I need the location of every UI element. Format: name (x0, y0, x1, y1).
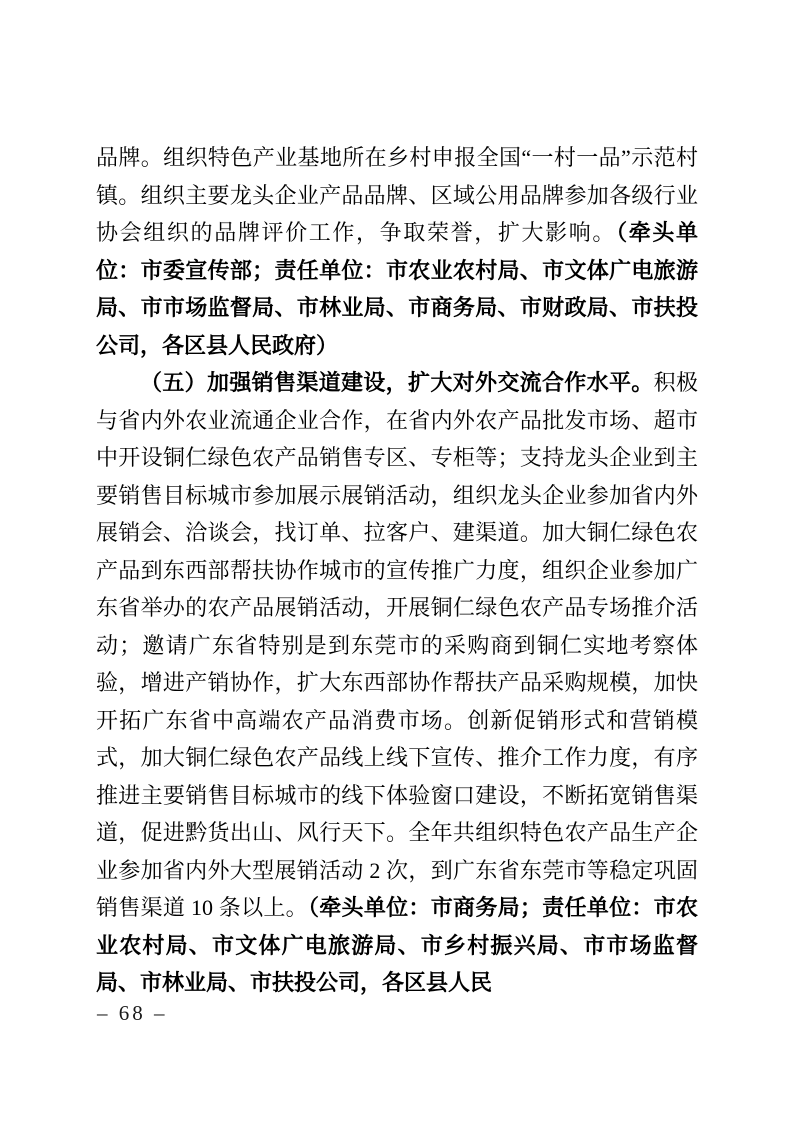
paragraph-brand-promotion-continuation (96, 139, 698, 364)
document-page (96, 139, 698, 1002)
paragraph-section-five-sales-channels (96, 364, 698, 1002)
responsible-units-segment: （牵头单位：市委宣传部；责任单位：市农业农村局、市文体广电旅游局、市市场监督局、市林业局、市商务局、市财政局、市扶投公司，各区县人民政府） (96, 220, 698, 358)
body-text-segment: 品牌。组织特色产业基地所在乡村申报全国“一村一品”示范村镇。组织主要龙头企业产品品牌、区域公用品牌参加各级行业协会组织的品牌评价工作，争取荣誉，扩大影响。 (96, 145, 698, 245)
section-heading-segment: （五）加强销售渠道建设，扩大对外交流合作水平。 (140, 370, 654, 395)
body-text-segment: 积极与省内外农业流通企业合作，在省内外农产品批发市场、超市中开设铜仁绿色农产品销售专区、专柜等；支持龙头企业到主要销售目标城市参加展示展销活动，组织龙头企业参加省内外展销会、洽谈会，找订单、拉客户、建渠道。加大铜仁绿色农产品到东西部帮扶协作城市的宣传推广力度，组织企业参加广东省举办的农产品展销活动，开展铜仁绿色农产品专场推介活动；邀请广东省特别是到东莞市的采购商到铜仁实地考察体验，增进产销协作，扩大东西部协作帮扶产品采购规模，加快开拓广东省中高端农产品消费市场。创新促销形式和营销模式，加大铜仁绿色农产品线上线下宣传、推介工作力度，有序推进主要销售目标城市的线下体验窗口建设，不断拓宽销售渠道，促进黔货出山、风行天下。全年共组织特色农产品生产企业参加省内外大型展销活动 2 次，到广东省东莞市等稳定巩固销售渠道 10 条以上。 (96, 370, 698, 920)
page-number: – 68 – (97, 1001, 168, 1025)
responsible-units-segment: （牵头单位：市商务局；责任单位：市农业农村局、市文体广电旅游局、市乡村振兴局、市市场监督局、市林业局、市扶投公司，各区县人民 (96, 895, 698, 995)
